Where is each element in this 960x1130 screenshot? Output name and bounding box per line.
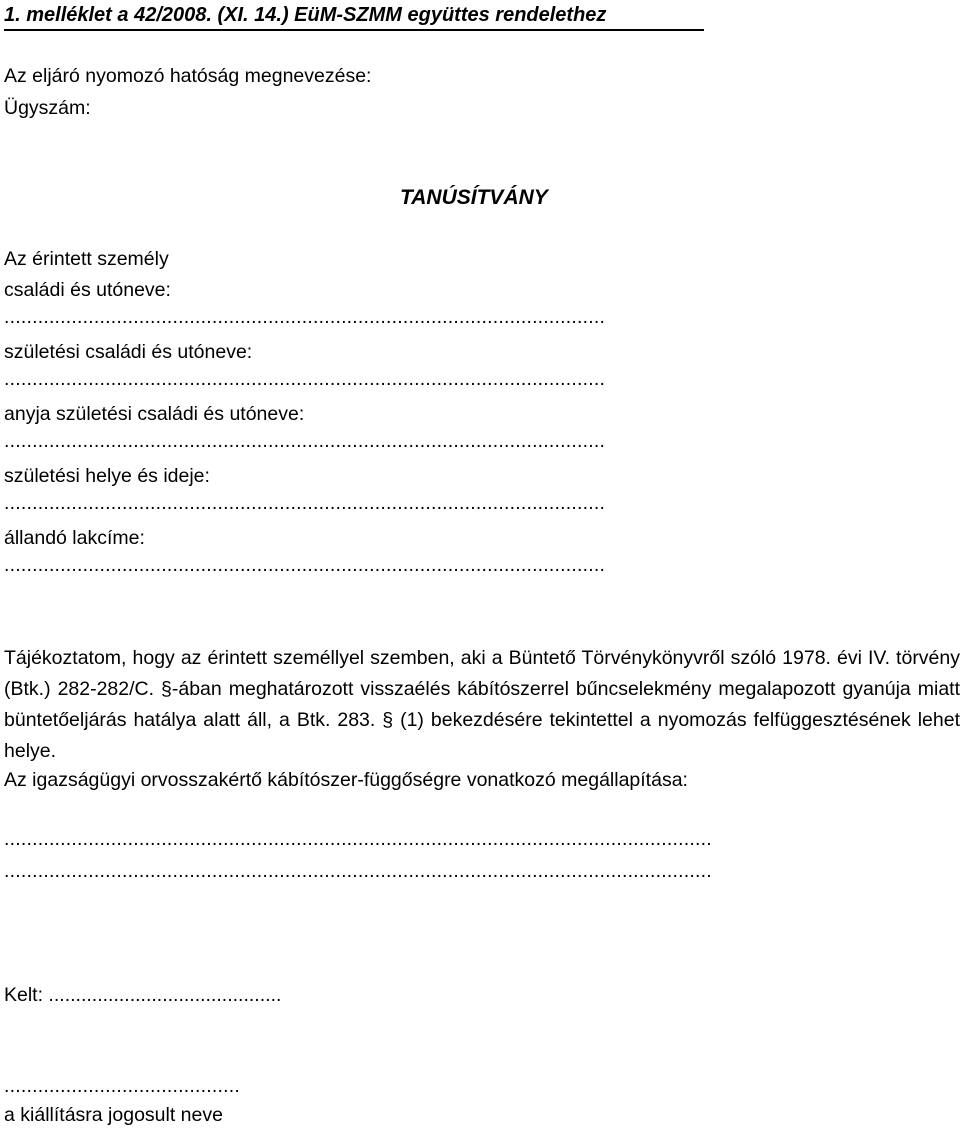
header-underline — [4, 29, 704, 31]
field-label-address: állandó lakcíme: — [4, 527, 145, 549]
field-value-birth-name: ........................................................................................................... — [4, 368, 606, 390]
field-label-birth-name: születési családi és utóneve: — [4, 341, 253, 363]
field-value-address: ........................................................................................................... — [4, 554, 606, 576]
expert-finding-label: Az igazságügyi orvosszakértő kábítószer-függőségre vonatkozó megállapítása: — [4, 769, 688, 791]
field-value-mother-name: ........................................................................................................... — [4, 430, 606, 452]
authority-label: Az eljáró nyomozó hatóság megnevezése: — [4, 65, 372, 87]
case-number-label: Ügyszám: — [4, 97, 91, 119]
person-intro: Az érintett személy — [4, 248, 169, 270]
expert-finding-line-1: .............................................................................................................................. — [4, 828, 712, 850]
field-value-birth-place-date: ........................................................................................................... — [4, 492, 606, 514]
field-value-name: ........................................................................................................... — [4, 306, 606, 328]
expert-finding-line-2: .............................................................................................................................. — [4, 860, 712, 882]
field-label-birth-place-date: születési helye és ideje: — [4, 465, 210, 487]
notice-paragraph: Tájékoztatom, hogy az érintett személlyel szemben, aki a Büntető Törvénykönyvről szóló 1978. évi IV. törvény (Btk.) 282-282/C. §-ában meghatározott visszaélés kábítószerrel bűncselekmény megalapozott gyanúja miatt büntetőeljárás hatálya alatt áll, a Btk. 283. § (1) bekezdésére tekintettel a nyomozás felfüggesztésének lehet helye. — [4, 647, 960, 762]
field-label-mother-name: anyja születési családi és utóneve: — [4, 403, 305, 425]
document-header: 1. melléklet a 42/2008. (XI. 14.) EüM-SZMM együttes rendelethez — [4, 4, 607, 26]
signature-label: a kiállításra jogosult neve — [4, 1104, 223, 1126]
document-title: TANÚSÍTVÁNY — [400, 186, 548, 209]
date-field: Kelt: ........................................... — [4, 984, 282, 1006]
field-label-name: családi és utóneve: — [4, 279, 171, 301]
signature-line: .......................................... — [4, 1075, 240, 1097]
